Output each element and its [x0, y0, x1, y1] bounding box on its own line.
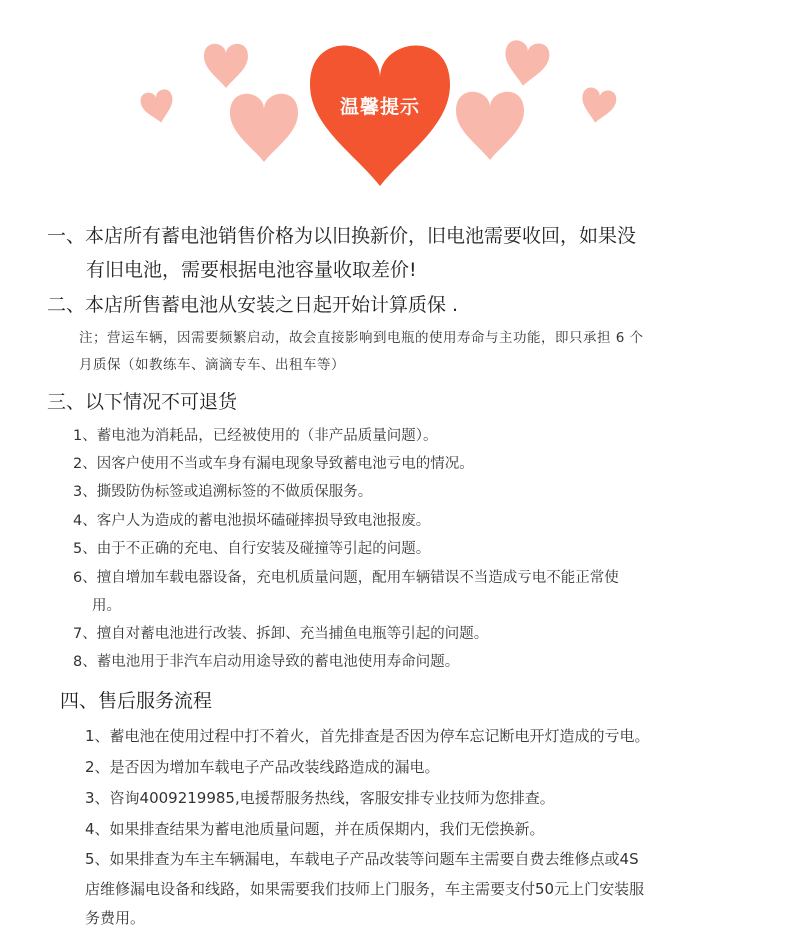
section1-line2: 有旧电池，需要根据电池容量收取差价!	[86, 259, 417, 281]
section4-title: 四、售后服务流程	[60, 690, 213, 712]
list-item: 5、由于不正确的充电、自行安装及碰撞等引起的问题。	[73, 541, 431, 557]
list-item: 2、是否因为增加车载电子产品改装线路造成的漏电。	[85, 758, 440, 776]
list-item: 3、撕毁防伪标签或追溯标签的不做质保服务。	[73, 484, 373, 500]
list-item: 3、咨询4009219985,电援帮服务热线，客服安排专业技师为您排查。	[85, 789, 555, 807]
list-item: 用。	[92, 598, 121, 614]
heart-icon	[204, 44, 248, 88]
section2-note-line1: 注；营运车辆，因需要频繁启动，故会直接影响到电瓶的使用寿命与主功能，即只承担 6 个	[79, 330, 644, 346]
list-item: 1、蓄电池为消耗品，已经被使用的（非产品质量问题）。	[73, 428, 438, 444]
list-item: 7、擅自对蓄电池进行改装、拆卸、充当捕鱼电瓶等引起的问题。	[73, 626, 489, 642]
list-item: 4、如果排查结果为蓄电池质量问题，并在质保期内，我们无偿换新。	[85, 820, 545, 838]
heart-icon	[139, 88, 177, 126]
banner-title: 温馨提示	[339, 96, 420, 118]
section1-line1: 一、本店所有蓄电池销售价格为以旧换新价，旧电池需要收回，如果没	[47, 225, 637, 247]
heart-icon	[578, 86, 617, 125]
section3-title: 三、以下情况不可退货	[47, 391, 238, 413]
section2-title: 二、本店所售蓄电池从安装之日起开始计算质保 .	[47, 294, 459, 316]
heart-icon	[456, 92, 524, 160]
list-item: 1、蓄电池在使用过程中打不着火，首先排查是否因为停车忘记断电开灯造成的亏电。	[85, 727, 650, 745]
heart-icon	[230, 94, 298, 162]
list-item: 店维修漏电设备和线路，如果需要我们技师上门服务，车主需要支付50元上门安装服	[85, 880, 645, 898]
list-item: 2、因客户使用不当或车身有漏电现象导致蓄电池亏电的情况。	[73, 456, 474, 472]
list-item: 4、客户人为造成的蓄电池损坏磕碰摔损导致电池报废。	[73, 513, 431, 529]
list-item: 8、蓄电池用于非汽车启动用途导致的蓄电池使用寿命问题。	[73, 654, 460, 670]
list-item: 5、如果排查为车主车辆漏电，车载电子产品改装等问题车主需要自费去维修点或4S	[85, 850, 639, 868]
heart-icon	[501, 39, 551, 89]
section2-note-line2: 月质保（如教练车、滴滴专车、出租车等）	[79, 357, 345, 373]
list-item: 6、擅自增加车载电器设备，充电机质量问题，配用车辆错误不当造成亏电不能正常使	[73, 570, 619, 586]
list-item: 务费用。	[85, 909, 146, 927]
